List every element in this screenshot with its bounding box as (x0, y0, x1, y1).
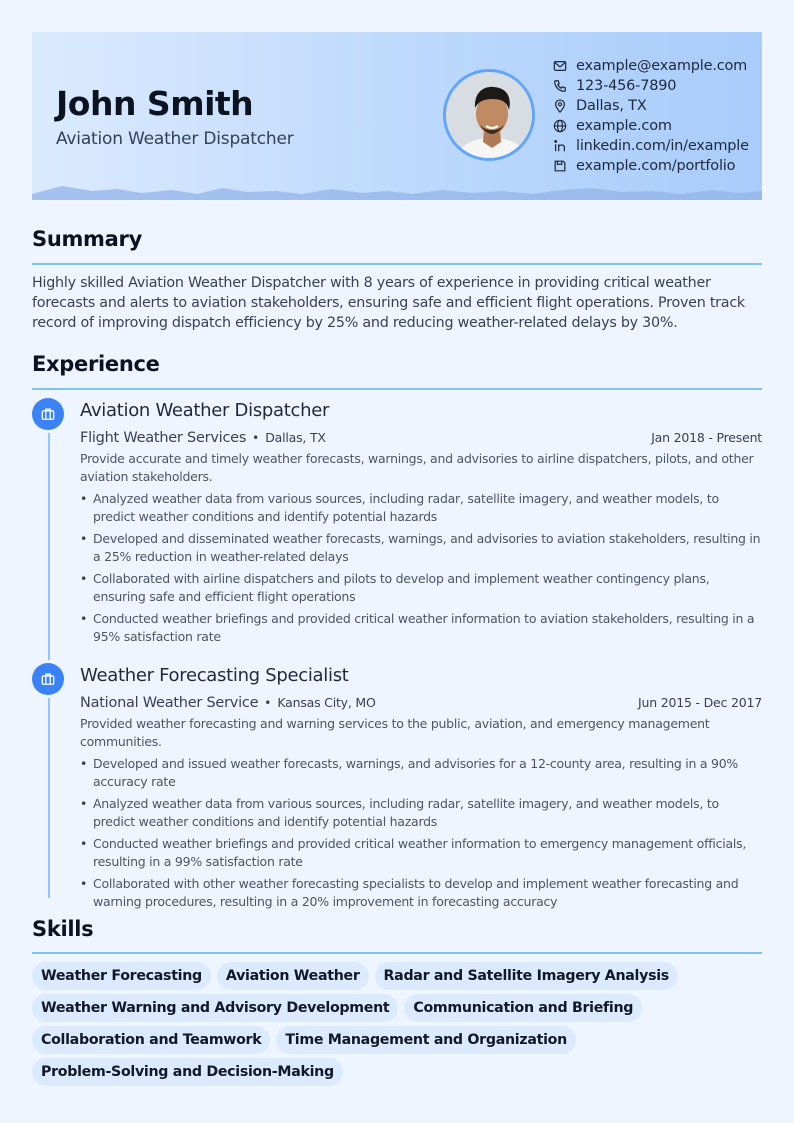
section-title-summary: Summary (32, 227, 142, 251)
candidate-title: Aviation Weather Dispatcher (56, 129, 294, 149)
contact-location-text: Dallas, TX (576, 98, 647, 114)
contact-linkedin-text: linkedin.com/in/example (576, 138, 749, 154)
experience-entry (80, 400, 762, 650)
briefcase-icon (32, 398, 64, 430)
job-title: Weather Forecasting Specialist (80, 665, 349, 686)
contact-phone[interactable] (552, 76, 749, 96)
contact-portfolio[interactable] (552, 156, 749, 176)
section-title-skills: Skills (32, 917, 94, 941)
contact-list (552, 56, 749, 176)
job-bullets (80, 490, 762, 646)
list-item: • Collaborated with other weather forecasting specialists to develop and implement weather forecasting and warning procedures, resulting in a 20% improvement in forecasting accuracy (80, 875, 762, 911)
location-pin-icon (552, 98, 568, 114)
job-dates: Jan 2018 - Present (651, 430, 762, 445)
skill-chip: Weather Forecasting (32, 962, 211, 990)
job-title: Aviation Weather Dispatcher (80, 400, 330, 421)
experience-timeline (48, 400, 50, 898)
job-company: Flight Weather Services (80, 430, 247, 446)
section-title-experience: Experience (32, 352, 160, 376)
skill-chip: Weather Warning and Advisory Development (32, 994, 398, 1022)
skill-chip: Problem-Solving and Decision-Making (32, 1058, 343, 1086)
job-location: Kansas City, MO (277, 695, 376, 710)
separator-dot: • (252, 431, 260, 445)
profile-photo (443, 69, 535, 161)
skill-chip: Communication and Briefing (404, 994, 642, 1022)
skill-chip: Time Management and Organization (276, 1026, 576, 1054)
list-item: • Analyzed weather data from various sources, including radar, satellite imagery, and weather models, to predict weather conditions and identify potential hazards (80, 490, 762, 526)
candidate-name: John Smith (56, 84, 254, 123)
globe-icon (552, 118, 568, 134)
summary-text: Highly skilled Aviation Weather Dispatcher with 8 years of experience in providing critical weather forecasts and alerts to aviation stakeholders, ensuring safe and efficient flight operations. Proven track record of improving dispatch efficiency by 25% and reducing weather-related delays by 30%. (32, 275, 745, 331)
phone-icon (552, 78, 568, 94)
separator-dot: • (264, 696, 272, 710)
job-description: Provided weather forecasting and warning services to the public, aviation, and emergency management communities. (80, 716, 710, 749)
list-item: • Developed and disseminated weather forecasts, warnings, and advisories to aviation stakeholders, resulting in a 25% reduction in weather-related delays (80, 530, 762, 566)
section-divider (32, 263, 762, 265)
job-meta (80, 427, 762, 446)
email-icon (552, 58, 568, 74)
contact-email-text: example@example.com (576, 58, 748, 74)
briefcase-icon (32, 663, 64, 695)
job-bullets (80, 755, 762, 911)
contact-linkedin[interactable] (552, 136, 749, 156)
list-item: • Conducted weather briefings and provided critical weather information to aviation stakeholders, resulting in a 95% satisfaction rate (80, 610, 762, 646)
contact-location (552, 96, 749, 116)
job-location: Dallas, TX (265, 430, 326, 445)
resume-header (32, 32, 762, 200)
experience-entry (80, 665, 762, 915)
contact-website-text: example.com (576, 118, 672, 134)
skill-chip: Radar and Satellite Imagery Analysis (375, 962, 678, 990)
job-dates: Jun 2015 - Dec 2017 (638, 695, 762, 710)
job-description: Provide accurate and timely weather forecasts, warnings, and advisories to airline dispatchers, pilots, and other aviation stakeholders. (80, 451, 754, 484)
linkedin-icon (552, 138, 568, 154)
skill-chip: Collaboration and Teamwork (32, 1026, 270, 1054)
list-item: • Analyzed weather data from various sources, including radar, satellite imagery, and weather models, to predict weather conditions and identify potential hazards (80, 795, 762, 831)
job-meta (80, 692, 762, 711)
list-item: • Developed and issued weather forecasts, warnings, and advisories for a 12-county area, resulting in a 90% accuracy rate (80, 755, 762, 791)
section-divider (32, 388, 762, 390)
contact-email[interactable] (552, 56, 749, 76)
contact-phone-text: 123-456-7890 (576, 78, 677, 94)
list-item: • Conducted weather briefings and provided critical weather information to emergency management officials, resulting in a 99% satisfaction rate (80, 835, 762, 871)
list-item: • Collaborated with airline dispatchers and pilots to develop and implement weather contingency plans, ensuring safe and efficient flight operations (80, 570, 762, 606)
contact-portfolio-text: example.com/portfolio (576, 158, 736, 174)
header-wave-decoration (32, 182, 762, 200)
skill-chip: Aviation Weather (217, 962, 369, 990)
contact-website[interactable] (552, 116, 749, 136)
job-company: National Weather Service (80, 695, 259, 711)
section-divider (32, 952, 762, 954)
portfolio-icon (552, 158, 568, 174)
skills-list (32, 962, 762, 1090)
